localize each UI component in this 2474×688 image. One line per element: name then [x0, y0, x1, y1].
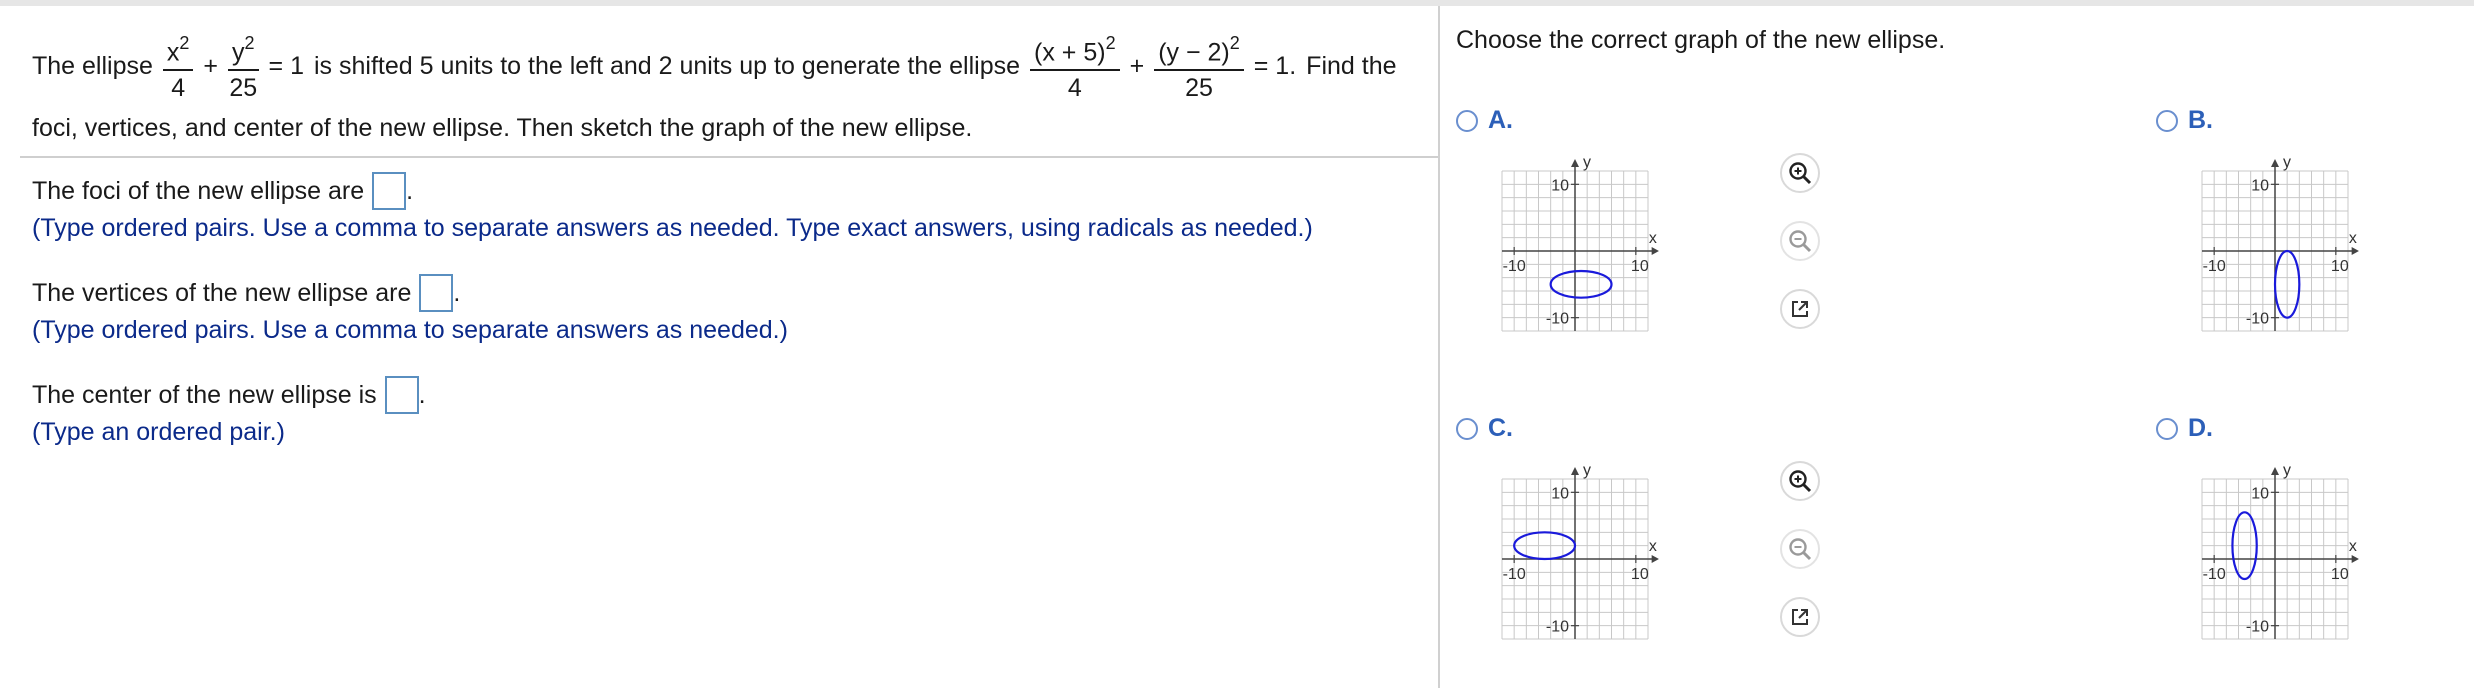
y-tick-label-neg: -10	[1545, 310, 1569, 328]
eq1-x-term: $\frac{x^2}{4}$	[163, 30, 194, 103]
x-axis-label: x	[1648, 538, 1657, 555]
option-c[interactable]	[1456, 414, 1513, 443]
x-tick-label-neg: -10	[2202, 258, 2226, 275]
foci-hint: (Type ordered pairs. Use a comma to separate answers as needed. Type exact answers, using radicals as needed.)	[32, 214, 1313, 242]
y-tick-label-pos: 10	[2251, 177, 2269, 195]
x-axis-arrow	[1652, 555, 1659, 563]
foci-answer-input[interactable]	[372, 172, 406, 210]
y-tick-label-pos: 10	[1551, 485, 1569, 503]
option-a[interactable]	[1456, 106, 1513, 135]
x-tick-label-neg: -10	[1502, 258, 1526, 275]
y-axis-label: y	[1583, 154, 1591, 171]
section-divider	[20, 156, 1438, 158]
option-a-zoom-out-icon[interactable]	[1780, 221, 1820, 261]
y-axis-label: y	[1583, 462, 1591, 479]
option-b-graph	[2180, 141, 2360, 336]
problem-text-start: The ellipse	[32, 52, 153, 81]
option-a-popout-icon[interactable]	[1780, 289, 1820, 329]
option-d[interactable]	[2156, 414, 2213, 443]
x-axis-label: x	[2348, 538, 2357, 555]
foci-label: The foci of the new ellipse are	[32, 176, 365, 205]
center-answer-input[interactable]	[385, 376, 419, 414]
problem-text-mid: is shifted 5 units to the left and 2 units up to generate the ellipse	[314, 52, 1021, 81]
option-a-zoom-in-icon[interactable]	[1780, 153, 1820, 193]
foci-question: The foci of the new ellipse are .	[32, 172, 413, 210]
option-a-graph	[1480, 141, 1660, 336]
problem-text-end: Find the	[1306, 52, 1397, 81]
y-axis-label: y	[2283, 154, 2291, 171]
answer-panel	[1440, 6, 2474, 688]
vertices-answer-input[interactable]	[419, 274, 453, 312]
center-hint: (Type an ordered pair.)	[32, 418, 285, 446]
x-tick-label-pos: 10	[2330, 258, 2349, 275]
y-tick-label-pos: 10	[2251, 485, 2269, 503]
x-tick-label-neg: -10	[1502, 566, 1526, 583]
option-b-radio[interactable]	[2156, 110, 2178, 132]
option-b[interactable]	[2156, 106, 2213, 135]
x-axis-label: x	[1648, 230, 1657, 247]
x-tick-label-pos: 10	[2330, 566, 2349, 583]
question-panel	[0, 6, 1438, 688]
option-b-label[interactable]: B.	[2188, 106, 2213, 134]
problem-line-2: foci, vertices, and center of the new ellipse. Then sketch the graph of the new ellipse.	[32, 114, 973, 142]
x-axis-arrow	[2352, 555, 2359, 563]
eq2-y-term: $\frac{(y - 2)^2}{25}$	[1154, 30, 1244, 103]
option-c-zoom-in-icon[interactable]	[1780, 461, 1820, 501]
problem-line-1: The ellipse $\frac{x^2}{4}$ + $\frac{y^2}{25}$ = 1 is shifted 5 units to the left and 2 units up to generate the ellipse $\frac{(x + 5)^2}{4}$ + $\frac{(y - 2)^2}{25}$ = 1. Find the	[32, 30, 1397, 103]
option-a-label[interactable]: A.	[1488, 106, 1513, 134]
x-axis-arrow	[1652, 247, 1659, 255]
eq1-y-term: $\frac{y^2}{25}$	[228, 30, 259, 103]
option-c-graph	[1480, 449, 1660, 644]
x-axis-arrow	[2352, 247, 2359, 255]
y-axis-arrow	[1571, 159, 1579, 167]
eq2-x-term: $\frac{(x + 5)^2}{4}$	[1030, 30, 1120, 103]
y-tick-label-neg: -10	[2245, 310, 2269, 328]
y-axis-arrow	[1571, 467, 1579, 475]
y-axis-arrow	[2271, 159, 2279, 167]
vertices-hint: (Type ordered pairs. Use a comma to separate answers as needed.)	[32, 316, 788, 344]
y-tick-label-neg: -10	[1545, 618, 1569, 636]
y-axis-arrow	[2271, 467, 2279, 475]
option-c-popout-icon[interactable]	[1780, 597, 1820, 637]
option-c-label[interactable]: C.	[1488, 414, 1513, 442]
y-tick-label-pos: 10	[1551, 177, 1569, 195]
y-tick-label-neg: -10	[2245, 618, 2269, 636]
option-d-graph	[2180, 449, 2360, 644]
ellipse-curve	[1551, 271, 1612, 298]
x-tick-label-pos: 10	[1630, 258, 1649, 275]
center-label: The center of the new ellipse is	[32, 380, 377, 409]
option-c-radio[interactable]	[1456, 418, 1478, 440]
option-d-radio[interactable]	[2156, 418, 2178, 440]
option-c-zoom-out-icon[interactable]	[1780, 529, 1820, 569]
x-tick-label-pos: 10	[1630, 566, 1649, 583]
graph-prompt: Choose the correct graph of the new ellipse.	[1456, 26, 1946, 54]
center-question: The center of the new ellipse is .	[32, 376, 426, 414]
vertices-label: The vertices of the new ellipse are	[32, 278, 412, 307]
y-axis-label: y	[2283, 462, 2291, 479]
option-a-radio[interactable]	[1456, 110, 1478, 132]
vertices-question: The vertices of the new ellipse are .	[32, 274, 460, 312]
x-tick-label-neg: -10	[2202, 566, 2226, 583]
x-axis-label: x	[2348, 230, 2357, 247]
option-d-label[interactable]: D.	[2188, 414, 2213, 442]
